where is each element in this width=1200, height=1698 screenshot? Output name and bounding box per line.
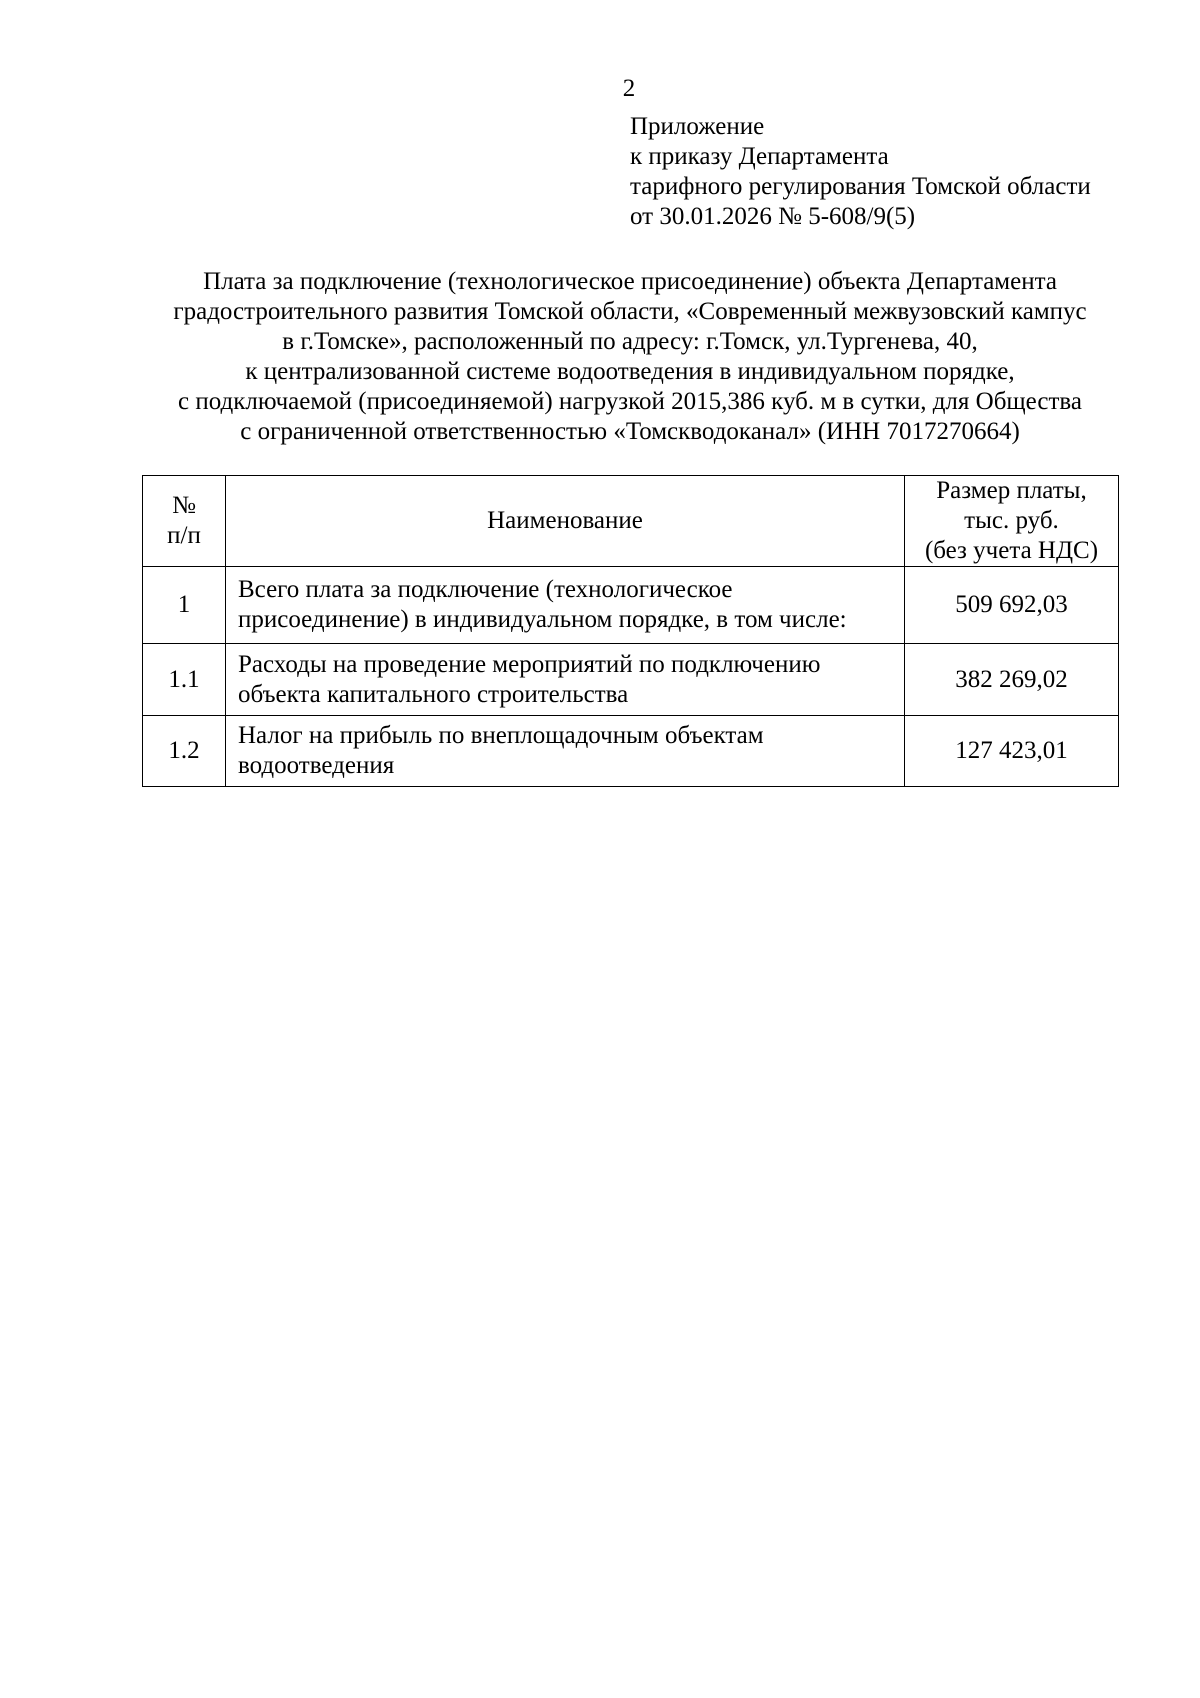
row-name-line: объекта капитального строительства xyxy=(238,680,629,708)
header-name-label: Наименование xyxy=(487,507,643,534)
row-name-line: Расходы на проведение мероприятий по подключению xyxy=(238,650,821,678)
row-name xyxy=(226,567,905,644)
header-num-symbol: № xyxy=(172,492,196,519)
header-amount-note: (без учета НДС) xyxy=(924,537,1099,564)
title-line: с ограниченной ответственностью «Томскводоканал» (ИНН 7017270664) xyxy=(240,418,1020,445)
header-num-label: п/п xyxy=(167,522,201,549)
header-cell-name xyxy=(226,476,905,567)
header-amount-label: Размер платы, xyxy=(936,477,1087,504)
row-num: 1.2 xyxy=(143,716,226,787)
row-name-line: Всего плата за подключение (технологическое xyxy=(238,576,733,603)
appendix-line: к приказу Департамента xyxy=(630,143,889,170)
header-amount-unit: тыс. руб. xyxy=(964,507,1059,534)
title-line: в г.Томске», расположенный по адресу: г.Томск, ул.Тургенева, 40, xyxy=(282,328,978,355)
table-row xyxy=(143,567,1119,644)
row-name-line: водоотведения xyxy=(238,752,395,779)
table-row xyxy=(143,716,1119,787)
table-row xyxy=(143,644,1119,716)
appendix-line: тарифного регулирования Томской области xyxy=(630,173,1091,200)
fee-table xyxy=(142,475,1119,787)
title-line: с подключаемой (присоединяемой) нагрузкой 2015,386 куб. м в сутки, для Общества xyxy=(178,388,1082,415)
title-line: к централизованной системе водоотведения в индивидуальном порядке, xyxy=(245,358,1015,385)
header-cell-amount xyxy=(905,476,1119,567)
row-amount: 127 423,01 xyxy=(905,716,1119,787)
row-name xyxy=(226,644,905,716)
row-amount: 509 692,03 xyxy=(905,567,1119,644)
row-num: 1.1 xyxy=(143,644,226,716)
title-line: Плата за подключение (технологическое присоединение) объекта Департамента xyxy=(203,268,1057,295)
row-num: 1 xyxy=(143,567,226,644)
table-header-row xyxy=(143,476,1119,567)
header-cell-num xyxy=(143,476,226,567)
document-title xyxy=(140,267,1120,447)
page-number: 2 xyxy=(622,75,636,102)
row-amount: 382 269,02 xyxy=(905,644,1119,716)
appendix-order-date: от 30.01.2026 № 5-608/9(5) xyxy=(630,203,916,230)
appendix-header xyxy=(630,112,1190,232)
row-name-line: присоединение) в индивидуальном порядке, в том числе: xyxy=(238,606,847,633)
title-line: градостроительного развития Томской области, «Современный межвузовский кампус xyxy=(173,298,1087,325)
row-name xyxy=(226,716,905,787)
appendix-line: Приложение xyxy=(630,113,765,140)
row-name-line: Налог на прибыль по внеплощадочным объектам xyxy=(238,722,764,749)
